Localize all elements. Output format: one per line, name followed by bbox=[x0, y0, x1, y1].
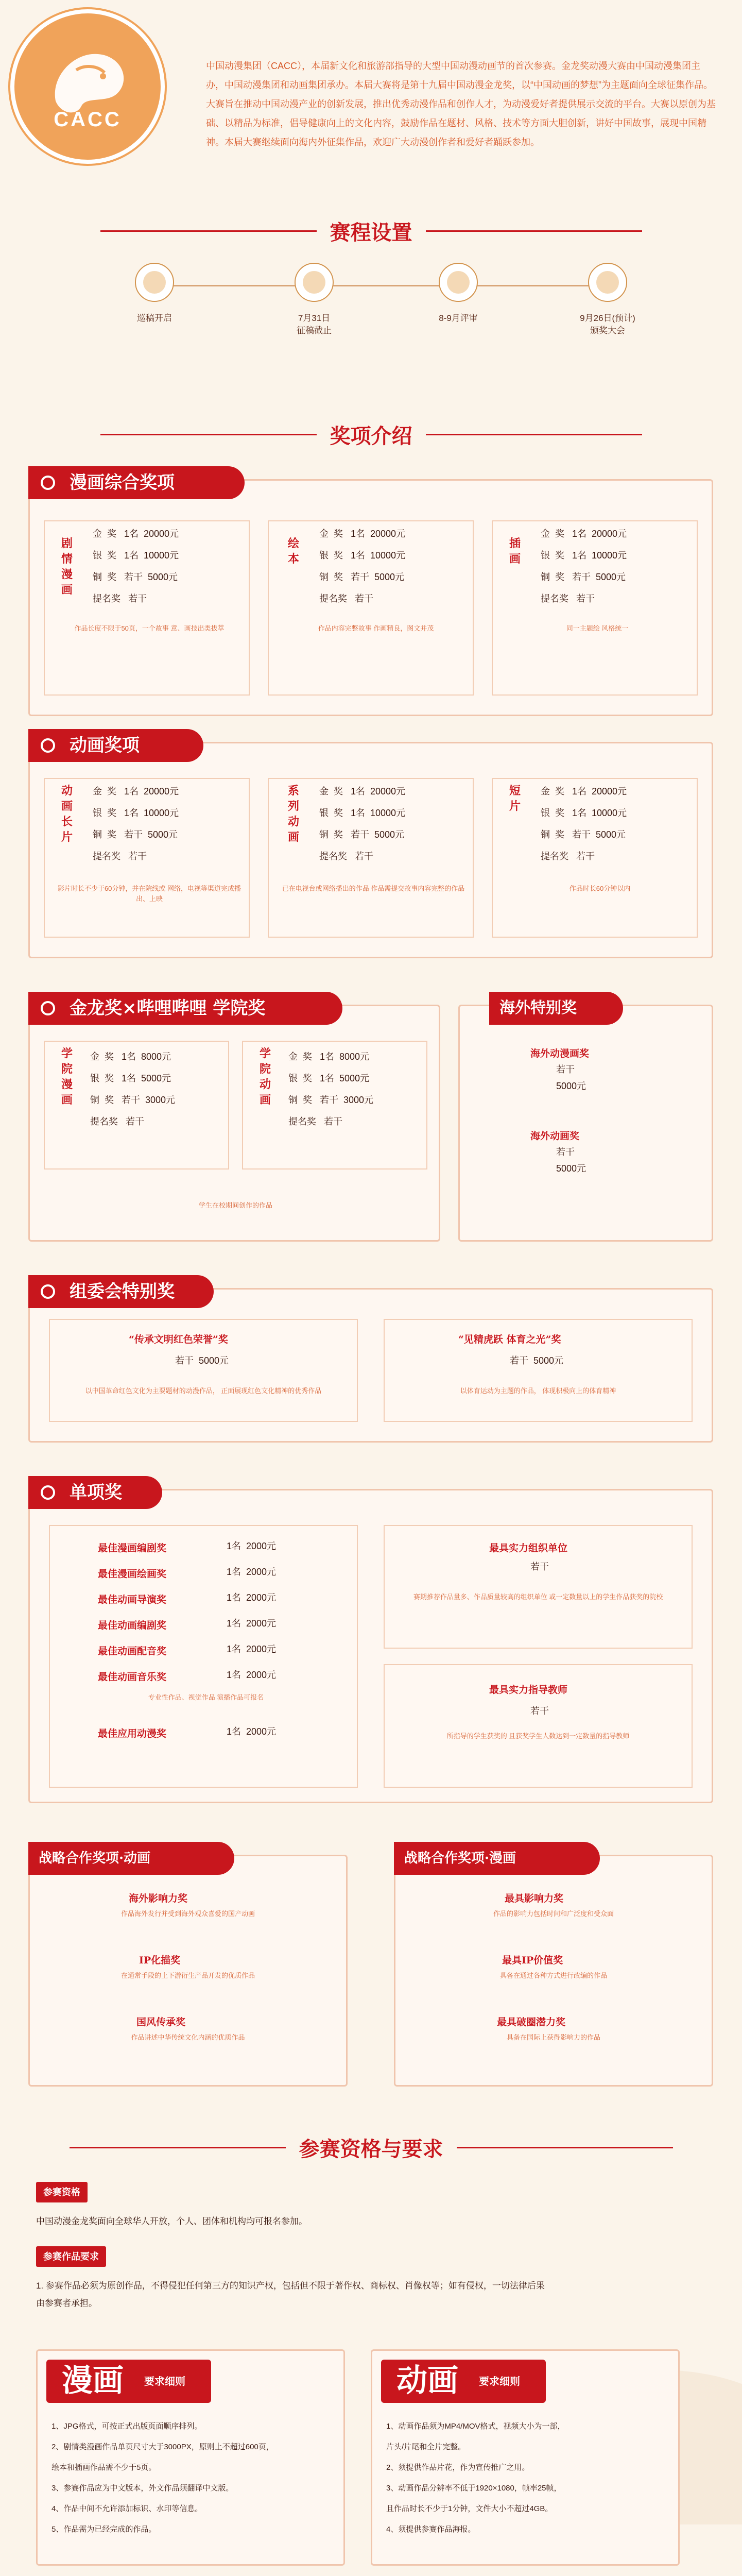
award-category: 学院漫画 bbox=[61, 1047, 73, 1107]
anime-requirements-list: 1、动画作品须为MP4/MOV格式，视频大小为一部， 片头/片尾和全片完整。 2、须提供作品片花，作为宣传推广之用。 3、动画作品分辨率不低于1920×1080，帧率25帧， 且作品时长不少于1分钟，文件大小不超过4GB。 4、须提供参赛作品海报。 bbox=[386, 2422, 565, 2534]
prize-list: 若干 5000元 bbox=[510, 1355, 564, 1366]
award-name: 最佳应用动漫奖 bbox=[98, 1728, 167, 1739]
works-text: 1. 参赛作品必须为原创作品，不得侵犯任何第三方的知识产权，包括但不限于著作权、商标权、肖像权等；如有侵权，一切法律后果由参赛者承担。 bbox=[36, 2281, 545, 2308]
award-category: 短片 bbox=[509, 784, 521, 813]
timeline-item: 9月26日(预计) 颁奖大会 bbox=[561, 263, 654, 337]
overseas-awards-panel bbox=[458, 1005, 713, 1242]
trophy-icon bbox=[588, 263, 627, 302]
award-category: 动画长片 bbox=[61, 784, 73, 844]
award-name: 最佳漫画绘画奖 bbox=[98, 1568, 167, 1580]
timeline-item: 8-9月评审 bbox=[412, 263, 505, 325]
award-card bbox=[49, 1525, 358, 1788]
award-name: 最佳动画配音奖 bbox=[98, 1646, 167, 1657]
comic-requirements-list: 1、JPG格式，可按正式出版页面顺序排列。 2、剧情类漫画作品单页尺寸大于3000PX，原则上不超过600页， 绘本和插画作品需不少于5页。 3、参赛作品应为中文版本，外文作品须翻译中文版。 4、作品中间不允许添加标识、水印等信息。 5、作品需为已经完成的作品。 bbox=[51, 2422, 274, 2534]
award-name: 海外影响力奖 bbox=[129, 1893, 188, 1904]
award-note: 作品讲述中华传统文化内涵的优质作品 bbox=[131, 2033, 245, 2041]
award-category: 剧情漫画 bbox=[61, 537, 73, 597]
prize-list: 金 奖 1名 20000元 银 奖 1名 10000元 铜 奖 若干 5000元 提名奖 若干 bbox=[541, 529, 627, 604]
strategic-comic-ribbon: 战略合作奖项·漫画 bbox=[394, 1842, 600, 1875]
eligibility-text: 中国动漫金龙奖面向全球华人开放，个人、团体和机构均可报名参加。 bbox=[36, 2216, 307, 2226]
overseas-awards-ribbon: 海外特别奖 bbox=[489, 992, 623, 1025]
prize-list: 金 奖 1名 20000元 银 奖 1名 10000元 铜 奖 若干 5000元 提名奖 若干 bbox=[541, 786, 627, 861]
comic-requirements-header: 漫画 要求细则 bbox=[46, 2360, 211, 2403]
award-name: “见精虎跃 体育之光”奖 bbox=[458, 1334, 561, 1345]
award-category: 插画 bbox=[509, 537, 521, 566]
award-name: 海外动画奖 bbox=[530, 1130, 580, 1142]
prize-list: 金 奖 1名 20000元 银 奖 1名 10000元 铜 奖 若干 5000元 提名奖 若干 bbox=[93, 786, 179, 861]
award-note: 作品时长60分钟以内 bbox=[569, 885, 631, 892]
award-note: 作品的影响力包括时间和广泛度和受众面 bbox=[493, 1910, 614, 1918]
prize-list: 若干 5000元 bbox=[175, 1355, 229, 1366]
prize-value: 1名 2000元 bbox=[227, 1592, 277, 1603]
award-note: 在通常手段的上下游衍生产品开发的优质作品 bbox=[120, 1972, 255, 1979]
review-icon bbox=[439, 263, 478, 302]
award-note: 影片时长不少于60分钟，并在院线或 网络，电视等渠道完成播出、上映 bbox=[57, 885, 241, 903]
award-name: 最具影响力奖 bbox=[505, 1893, 564, 1904]
strategic-anime-ribbon: 战略合作奖项·动画 bbox=[28, 1842, 234, 1875]
single-awards-ribbon: 单项奖 bbox=[28, 1476, 162, 1509]
award-name: 最具IP价值奖 bbox=[502, 1955, 563, 1966]
award-note: 作品长度不限于50页，一个故事 意、画技出类拔萃 bbox=[74, 624, 225, 632]
works-tag: 参赛作品要求 bbox=[36, 2246, 106, 2267]
prize-list: 金 奖 1名 20000元 银 奖 1名 10000元 铜 奖 若干 5000元 提名奖 若干 bbox=[319, 529, 406, 604]
award-name: 最佳动画编剧奖 bbox=[98, 1620, 167, 1631]
prize-list: 若干 5000元 bbox=[556, 1064, 586, 1091]
award-name: “传承文明红色荣誉”奖 bbox=[129, 1334, 228, 1345]
academy-awards-ribbon: 金龙奖×哔哩哔哩 学院奖 bbox=[28, 992, 342, 1025]
prize-list: 金 奖 1名 8000元 银 奖 1名 5000元 铜 奖 若干 3000元 提名奖 若干 bbox=[90, 1052, 176, 1127]
eligibility-tag: 参赛资格 bbox=[36, 2182, 88, 2202]
award-note: 以中国革命红色文化为主要题材的动漫作品， 正面展现红色文化精神的优秀作品 bbox=[85, 1387, 322, 1395]
award-name: 最佳动画音乐奖 bbox=[98, 1671, 167, 1683]
award-note: 同一主题绘 风格统一 bbox=[566, 624, 629, 632]
award-note: 专业性作品、视觉作品 演播作品可报名 bbox=[148, 1693, 264, 1701]
logo-text: CACC bbox=[54, 108, 122, 131]
prize-value: 1名 2000元 bbox=[227, 1670, 277, 1680]
award-name: IP化描奖 bbox=[139, 1955, 181, 1966]
prize-list: 金 奖 1名 20000元 银 奖 1名 10000元 铜 奖 若干 5000元 提名奖 若干 bbox=[93, 529, 179, 604]
award-note: 已在电视台或网络播出的作品 作品需提交故事内容完整的作品 bbox=[282, 885, 465, 892]
award-note: 以体育运动为主题的作品， 体现积极向上的体育精神 bbox=[460, 1387, 616, 1395]
prize-list: 若干 5000元 bbox=[556, 1147, 586, 1174]
requirements-title: 参赛资格与要求 bbox=[0, 2133, 742, 2162]
awards-title: 奖项介绍 bbox=[0, 420, 742, 449]
award-note: 具备在国际上获得影响力的作品 bbox=[506, 2033, 600, 2041]
timeline-item: 巡稿开启 bbox=[108, 263, 201, 325]
prize-list: 金 奖 1名 8000元 银 奖 1名 5000元 铜 奖 若干 3000元 提名奖 若干 bbox=[288, 1052, 374, 1127]
award-category: 学院动画 bbox=[259, 1047, 271, 1107]
prize-list: 若干 bbox=[530, 1562, 549, 1572]
award-category: 绘本 bbox=[287, 537, 299, 566]
award-name: 最佳漫画编剧奖 bbox=[98, 1543, 167, 1554]
prize-value: 1名 2000元 bbox=[227, 1541, 277, 1551]
schedule-title: 赛程设置 bbox=[0, 216, 742, 246]
award-category: 系列动画 bbox=[287, 784, 299, 844]
prize-list: 若干 bbox=[530, 1706, 549, 1716]
award-name: 最具破圈潜力奖 bbox=[497, 2016, 566, 2028]
envelope-icon bbox=[135, 263, 174, 302]
calendar-icon bbox=[295, 263, 334, 302]
prize-value: 1名 2000元 bbox=[227, 1618, 277, 1629]
award-note: 学生在校期间创作的作品 bbox=[198, 1201, 272, 1209]
award-note: 作品海外发行并受到海外观众喜爱的国产动画 bbox=[120, 1910, 255, 1918]
intro-paragraph: 中国动漫集团（CACC），本届新文化和旅游部指导的大型中国动漫动画节的首次参赛。金龙奖动漫大赛由中国动漫集团主办，中国动漫集团和动画集团承办。本届大赛将是第十九届中国动漫金龙奖，以“中国动画的梦想”为主题面向全球征集作品。大赛旨在推动中国动漫产业的创新发展，推出优秀动漫作品和创作人才，为动漫爱好者提供展示交流的平台。大赛以原创为基础、以精品为标准，倡导健康向上的文化内容，鼓励作品在题材、风格、技术等方面大胆创新，讲好中国故事，展现中国精神。本届大赛继续面向海内外征集作品，欢迎广大动漫创作者和爱好者踊跃参加。 bbox=[206, 61, 716, 147]
timeline-item: 7月31日 征稿截止 bbox=[268, 263, 360, 337]
prize-value: 1名 2000元 bbox=[227, 1644, 277, 1654]
award-name: 最佳动画导演奖 bbox=[98, 1594, 167, 1605]
anime-requirements-header: 动画 要求细则 bbox=[381, 2360, 546, 2403]
prize-value: 1名 2000元 bbox=[227, 1567, 277, 1577]
cacc-logo bbox=[10, 9, 165, 164]
award-note: 具备在通过各种方式进行改编的作品 bbox=[499, 1972, 607, 1979]
award-note: 赛期推荐作品量多、作品质量较高的组织单位 或一定数量以上的学生作品获奖的院校 bbox=[413, 1593, 663, 1601]
committee-awards-ribbon: 组委会特别奖 bbox=[28, 1275, 214, 1308]
anime-awards-ribbon: 动画奖项 bbox=[28, 729, 203, 762]
award-name: 海外动漫画奖 bbox=[530, 1048, 590, 1059]
award-note: 作品内容完整故事 作画精良，图文并茂 bbox=[318, 624, 434, 632]
comic-awards-ribbon: 漫画综合奖项 bbox=[28, 466, 245, 499]
prize-list: 金 奖 1名 20000元 银 奖 1名 10000元 铜 奖 若干 5000元 提名奖 若干 bbox=[319, 786, 406, 861]
award-note: 所指导的学生获奖的 且获奖学生人数达到一定数量的指导教师 bbox=[446, 1732, 630, 1740]
timeline-line bbox=[154, 285, 608, 286]
award-name: 最具实力指导教师 bbox=[489, 1684, 568, 1696]
award-name: 国风传承奖 bbox=[136, 2016, 186, 2028]
prize-value: 1名 2000元 bbox=[227, 1726, 277, 1737]
award-name: 最具实力组织单位 bbox=[489, 1543, 568, 1554]
